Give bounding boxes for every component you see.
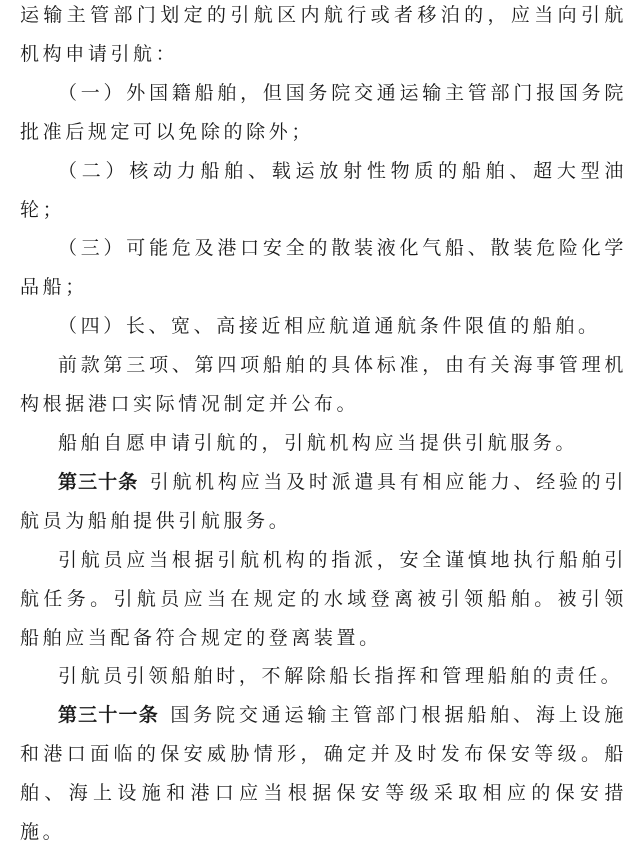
paragraph-item-2 xyxy=(20,152,627,230)
paragraph-text: （三）可能危及港口安全的散装液化气船、散装危险化学品船； xyxy=(20,237,627,299)
paragraph-text: 船舶自愿申请引航的，引航机构应当提供引航服务。 xyxy=(58,431,579,454)
paragraph-text: 引航员引领船舶时，不解除船长指挥和管理船舶的责任。 xyxy=(58,665,624,688)
paragraph-text: 前款第三项、第四项船舶的具体标准，由有关海事管理机构根据港口实际情况制定并公布。 xyxy=(20,354,627,416)
paragraph-captain-responsibility xyxy=(20,657,627,696)
article-heading: 第三十一条 xyxy=(58,704,159,727)
paragraph-continuation xyxy=(20,0,627,74)
paragraph-text: （一）外国籍船舶，但国务院交通运输主管部门报国务院批准后规定可以免除的除外； xyxy=(20,81,627,143)
paragraph-text: 引航机构应当及时派遣具有相应能力、经验的引航员为船舶提供引航服务。 xyxy=(20,470,628,532)
article-30 xyxy=(20,463,627,541)
paragraph-text: 引航员应当根据引航机构的指派，安全谨慎地执行船舶引航任务。引航员应当在规定的水域登离被引领船舶。被引领船舶应当配备符合规定的登离装置。 xyxy=(20,548,627,649)
paragraph-standards xyxy=(20,346,627,424)
article-heading: 第三十条 xyxy=(58,470,139,493)
article-31 xyxy=(20,696,627,852)
paragraph-item-4 xyxy=(20,307,627,346)
paragraph-text: 国务院交通运输主管部门根据船舶、海上设施和港口面临的保安威胁情形，确定并及时发布保安等级。船舶、海上设施和港口应当根据保安等级采取相应的保安措施。 xyxy=(20,704,627,844)
paragraph-text: 运输主管部门划定的引航区内航行或者移泊的，应当向引航机构申请引航： xyxy=(20,4,627,65)
paragraph-item-1 xyxy=(20,74,627,152)
paragraph-voluntary xyxy=(20,424,627,463)
paragraph-pilot-duty xyxy=(20,541,627,658)
paragraph-item-3 xyxy=(20,229,627,307)
paragraph-text: （二）核动力船舶、载运放射性物质的船舶、超大型油轮； xyxy=(20,159,627,221)
paragraph-text: （四）长、宽、高接近相应航道通航条件限值的船舶。 xyxy=(58,315,601,338)
